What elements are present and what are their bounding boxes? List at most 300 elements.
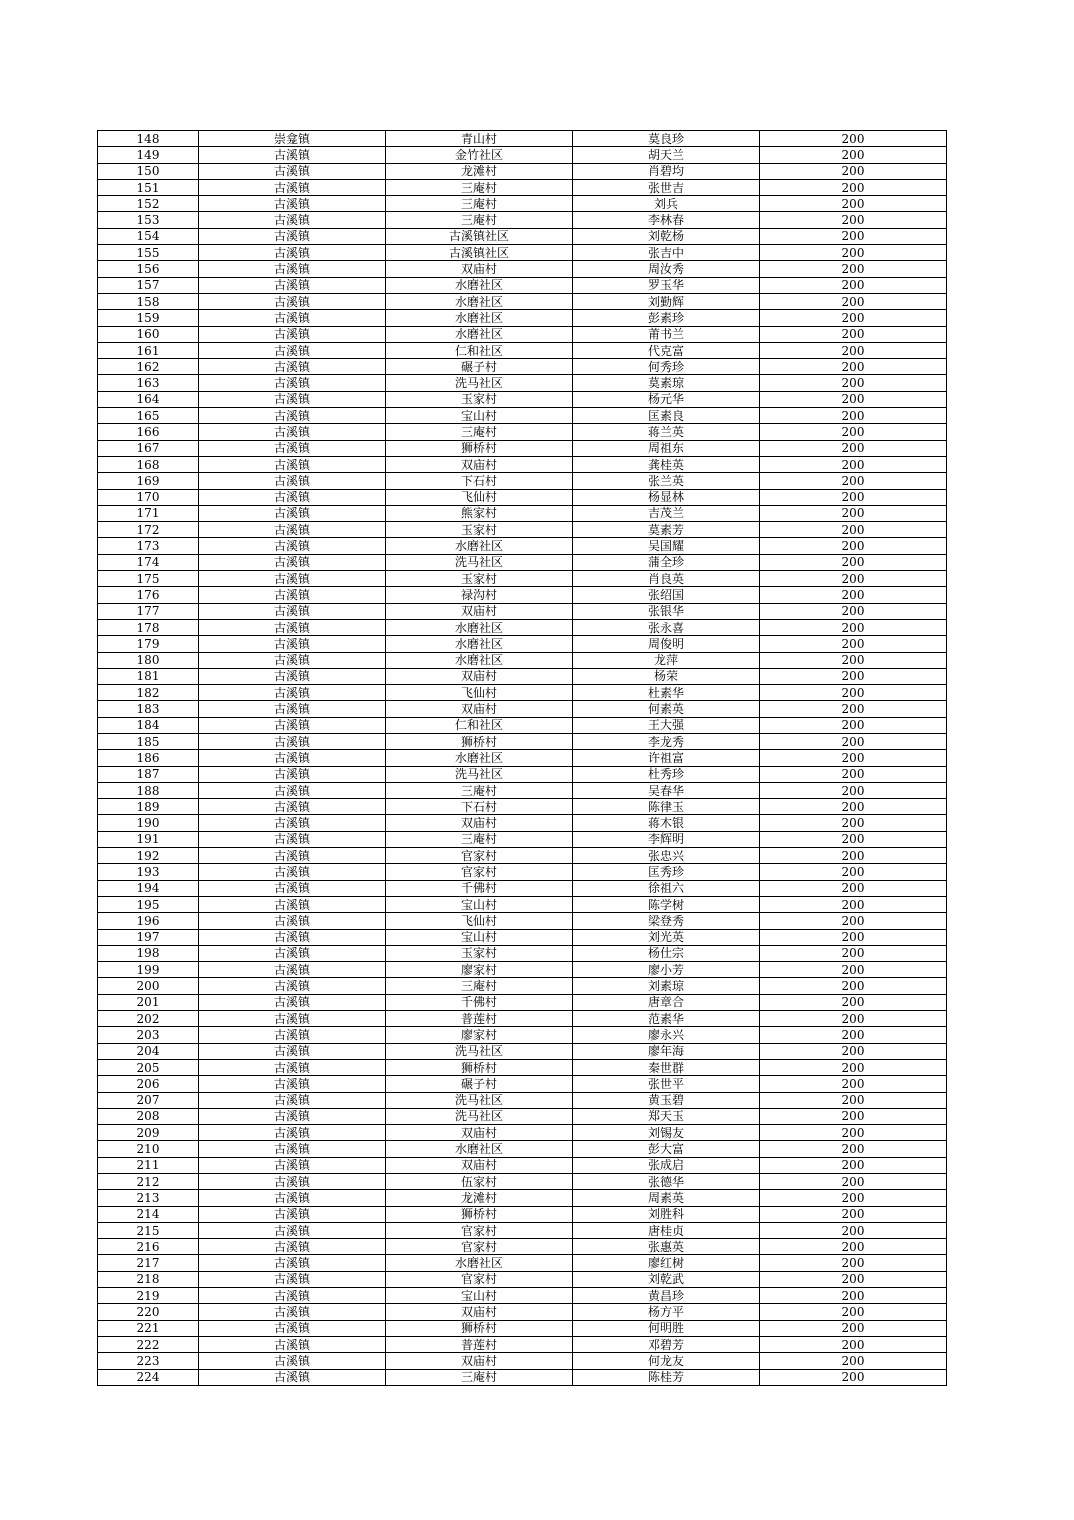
amount-cell: 200 (760, 1157, 947, 1173)
amount-cell: 200 (760, 913, 947, 929)
name-cell: 郑天玉 (573, 1108, 760, 1124)
name-cell: 杜素华 (573, 685, 760, 701)
town-cell: 古溪镇 (199, 505, 386, 521)
town-cell: 古溪镇 (199, 1304, 386, 1320)
town-cell: 古溪镇 (199, 782, 386, 798)
village-cell: 双庙村 (386, 1125, 573, 1141)
town-cell: 古溪镇 (199, 913, 386, 929)
name-cell: 许祖富 (573, 750, 760, 766)
row-number-cell: 170 (98, 489, 199, 505)
row-number-cell: 158 (98, 293, 199, 309)
table-row (98, 505, 947, 521)
town-cell: 古溪镇 (199, 179, 386, 195)
row-number-cell: 179 (98, 636, 199, 652)
name-cell: 唐桂贞 (573, 1222, 760, 1238)
name-cell: 匡素良 (573, 408, 760, 424)
village-cell: 洗马社区 (386, 1043, 573, 1059)
town-cell: 古溪镇 (199, 440, 386, 456)
village-cell: 三庵村 (386, 179, 573, 195)
name-cell: 吴春华 (573, 782, 760, 798)
village-cell: 官家村 (386, 848, 573, 864)
town-cell: 古溪镇 (199, 750, 386, 766)
village-cell: 三庵村 (386, 1369, 573, 1385)
village-cell: 水磨社区 (386, 277, 573, 293)
amount-cell: 200 (760, 147, 947, 163)
table-row (98, 1011, 947, 1027)
row-number-cell: 188 (98, 782, 199, 798)
table-row (98, 538, 947, 554)
amount-cell: 200 (760, 1222, 947, 1238)
town-cell: 古溪镇 (199, 896, 386, 912)
town-cell: 古溪镇 (199, 342, 386, 358)
name-cell: 杨荣 (573, 668, 760, 684)
table-row (98, 1255, 947, 1271)
name-cell: 周汝秀 (573, 261, 760, 277)
row-number-cell: 205 (98, 1059, 199, 1075)
table-row (98, 978, 947, 994)
village-cell: 飞仙村 (386, 913, 573, 929)
row-number-cell: 214 (98, 1206, 199, 1222)
subsidy-table (97, 130, 947, 1386)
row-number-cell: 202 (98, 1011, 199, 1027)
table-row (98, 1027, 947, 1043)
row-number-cell: 175 (98, 571, 199, 587)
name-cell: 张兰英 (573, 473, 760, 489)
name-cell: 张吉中 (573, 245, 760, 261)
table-row (98, 1288, 947, 1304)
amount-cell: 200 (760, 163, 947, 179)
town-cell: 古溪镇 (199, 375, 386, 391)
town-cell: 古溪镇 (199, 473, 386, 489)
table-row (98, 815, 947, 831)
town-cell: 古溪镇 (199, 685, 386, 701)
table-row (98, 1043, 947, 1059)
row-number-cell: 221 (98, 1320, 199, 1336)
town-cell: 古溪镇 (199, 1369, 386, 1385)
village-cell: 下石村 (386, 799, 573, 815)
row-number-cell: 174 (98, 554, 199, 570)
row-number-cell: 163 (98, 375, 199, 391)
row-number-cell: 195 (98, 896, 199, 912)
village-cell: 官家村 (386, 1239, 573, 1255)
village-cell: 三庵村 (386, 212, 573, 228)
name-cell: 周素英 (573, 1190, 760, 1206)
village-cell: 双庙村 (386, 668, 573, 684)
village-cell: 狮桥村 (386, 733, 573, 749)
name-cell: 何秀珍 (573, 359, 760, 375)
town-cell: 古溪镇 (199, 962, 386, 978)
name-cell: 王大强 (573, 717, 760, 733)
table-row (98, 424, 947, 440)
table-row (98, 261, 947, 277)
table-row (98, 1190, 947, 1206)
village-cell: 水磨社区 (386, 1141, 573, 1157)
town-cell: 古溪镇 (199, 228, 386, 244)
table-row (98, 1157, 947, 1173)
name-cell: 廖永兴 (573, 1027, 760, 1043)
name-cell: 陈学树 (573, 896, 760, 912)
town-cell: 古溪镇 (199, 147, 386, 163)
village-cell: 三庵村 (386, 831, 573, 847)
table-row (98, 245, 947, 261)
town-cell: 古溪镇 (199, 1336, 386, 1352)
table-row (98, 994, 947, 1010)
name-cell: 蒋木银 (573, 815, 760, 831)
amount-cell: 200 (760, 782, 947, 798)
row-number-cell: 215 (98, 1222, 199, 1238)
table-row (98, 962, 947, 978)
name-cell: 黄昌珍 (573, 1288, 760, 1304)
village-cell: 水磨社区 (386, 750, 573, 766)
town-cell: 古溪镇 (199, 1011, 386, 1027)
town-cell: 古溪镇 (199, 766, 386, 782)
name-cell: 龙萍 (573, 652, 760, 668)
table-row (98, 179, 947, 195)
amount-cell: 200 (760, 701, 947, 717)
name-cell: 梁登秀 (573, 913, 760, 929)
row-number-cell: 220 (98, 1304, 199, 1320)
town-cell: 古溪镇 (199, 799, 386, 815)
row-number-cell: 206 (98, 1076, 199, 1092)
village-cell: 水磨社区 (386, 538, 573, 554)
table-row (98, 896, 947, 912)
village-cell: 狮桥村 (386, 1059, 573, 1075)
amount-cell: 200 (760, 571, 947, 587)
amount-cell: 200 (760, 538, 947, 554)
amount-cell: 200 (760, 978, 947, 994)
row-number-cell: 166 (98, 424, 199, 440)
row-number-cell: 212 (98, 1174, 199, 1190)
row-number-cell: 167 (98, 440, 199, 456)
town-cell: 古溪镇 (199, 1125, 386, 1141)
amount-cell: 200 (760, 1011, 947, 1027)
village-cell: 古溪镇社区 (386, 245, 573, 261)
village-cell: 水磨社区 (386, 619, 573, 635)
name-cell: 彭素珍 (573, 310, 760, 326)
row-number-cell: 180 (98, 652, 199, 668)
town-cell: 古溪镇 (199, 1353, 386, 1369)
village-cell: 水磨社区 (386, 293, 573, 309)
table-row (98, 1125, 947, 1141)
amount-cell: 200 (760, 962, 947, 978)
table-row (98, 342, 947, 358)
table-row (98, 277, 947, 293)
village-cell: 洗马社区 (386, 1092, 573, 1108)
table-row (98, 1222, 947, 1238)
table-row (98, 522, 947, 538)
name-cell: 何素英 (573, 701, 760, 717)
village-cell: 狮桥村 (386, 440, 573, 456)
row-number-cell: 222 (98, 1336, 199, 1352)
row-number-cell: 185 (98, 733, 199, 749)
village-cell: 狮桥村 (386, 1320, 573, 1336)
name-cell: 胡天兰 (573, 147, 760, 163)
village-cell: 普莲村 (386, 1336, 573, 1352)
town-cell: 古溪镇 (199, 848, 386, 864)
amount-cell: 200 (760, 277, 947, 293)
row-number-cell: 154 (98, 228, 199, 244)
amount-cell: 200 (760, 1076, 947, 1092)
row-number-cell: 199 (98, 962, 199, 978)
town-cell: 古溪镇 (199, 489, 386, 505)
village-cell: 古溪镇社区 (386, 228, 573, 244)
amount-cell: 200 (760, 408, 947, 424)
amount-cell: 200 (760, 848, 947, 864)
row-number-cell: 208 (98, 1108, 199, 1124)
table-row (98, 228, 947, 244)
name-cell: 肖碧均 (573, 163, 760, 179)
village-cell: 千佛村 (386, 880, 573, 896)
row-number-cell: 150 (98, 163, 199, 179)
row-number-cell: 213 (98, 1190, 199, 1206)
table-row (98, 391, 947, 407)
amount-cell: 200 (760, 342, 947, 358)
village-cell: 双庙村 (386, 261, 573, 277)
village-cell: 玉家村 (386, 391, 573, 407)
name-cell: 何龙友 (573, 1353, 760, 1369)
table-row (98, 913, 947, 929)
name-cell: 匡秀珍 (573, 864, 760, 880)
amount-cell: 200 (760, 587, 947, 603)
town-cell: 古溪镇 (199, 1206, 386, 1222)
name-cell: 秦世群 (573, 1059, 760, 1075)
row-number-cell: 173 (98, 538, 199, 554)
village-cell: 双庙村 (386, 1353, 573, 1369)
amount-cell: 200 (760, 1108, 947, 1124)
amount-cell: 200 (760, 424, 947, 440)
name-cell: 陈律玉 (573, 799, 760, 815)
town-cell: 古溪镇 (199, 733, 386, 749)
name-cell: 龚桂英 (573, 456, 760, 472)
name-cell: 彭大富 (573, 1141, 760, 1157)
village-cell: 熊家村 (386, 505, 573, 521)
village-cell: 玉家村 (386, 571, 573, 587)
name-cell: 刘素琼 (573, 978, 760, 994)
name-cell: 黄玉碧 (573, 1092, 760, 1108)
table-row (98, 408, 947, 424)
table-row (98, 603, 947, 619)
amount-cell: 200 (760, 1271, 947, 1287)
row-number-cell: 197 (98, 929, 199, 945)
town-cell: 古溪镇 (199, 1059, 386, 1075)
village-cell: 仁和社区 (386, 717, 573, 733)
amount-cell: 200 (760, 929, 947, 945)
town-cell: 古溪镇 (199, 1108, 386, 1124)
table-row (98, 440, 947, 456)
amount-cell: 200 (760, 554, 947, 570)
name-cell: 李龙秀 (573, 733, 760, 749)
table-row (98, 554, 947, 570)
name-cell: 唐章合 (573, 994, 760, 1010)
village-cell: 宝山村 (386, 1288, 573, 1304)
amount-cell: 200 (760, 179, 947, 195)
amount-cell: 200 (760, 619, 947, 635)
amount-cell: 200 (760, 391, 947, 407)
row-number-cell: 177 (98, 603, 199, 619)
row-number-cell: 162 (98, 359, 199, 375)
row-number-cell: 152 (98, 196, 199, 212)
town-cell: 古溪镇 (199, 1027, 386, 1043)
name-cell: 莫素琼 (573, 375, 760, 391)
row-number-cell: 210 (98, 1141, 199, 1157)
village-cell: 洗马社区 (386, 766, 573, 782)
town-cell: 古溪镇 (199, 196, 386, 212)
row-number-cell: 209 (98, 1125, 199, 1141)
town-cell: 古溪镇 (199, 1255, 386, 1271)
village-cell: 水磨社区 (386, 326, 573, 342)
table-row (98, 1174, 947, 1190)
town-cell: 古溪镇 (199, 619, 386, 635)
village-cell: 双庙村 (386, 815, 573, 831)
amount-cell: 200 (760, 196, 947, 212)
amount-cell: 200 (760, 1239, 947, 1255)
table-row (98, 717, 947, 733)
name-cell: 杨方平 (573, 1304, 760, 1320)
row-number-cell: 219 (98, 1288, 199, 1304)
village-cell: 水磨社区 (386, 1255, 573, 1271)
table-row (98, 1353, 947, 1369)
amount-cell: 200 (760, 261, 947, 277)
table-row (98, 571, 947, 587)
village-cell: 洗马社区 (386, 375, 573, 391)
town-cell: 古溪镇 (199, 277, 386, 293)
town-cell: 古溪镇 (199, 1043, 386, 1059)
table-row (98, 1336, 947, 1352)
row-number-cell: 186 (98, 750, 199, 766)
row-number-cell: 148 (98, 131, 199, 147)
amount-cell: 200 (760, 1027, 947, 1043)
table-row (98, 1239, 947, 1255)
town-cell: 古溪镇 (199, 668, 386, 684)
table-row (98, 864, 947, 880)
row-number-cell: 183 (98, 701, 199, 717)
table-row (98, 685, 947, 701)
row-number-cell: 207 (98, 1092, 199, 1108)
town-cell: 古溪镇 (199, 831, 386, 847)
town-cell: 古溪镇 (199, 408, 386, 424)
row-number-cell: 149 (98, 147, 199, 163)
row-number-cell: 169 (98, 473, 199, 489)
amount-cell: 200 (760, 1141, 947, 1157)
row-number-cell: 178 (98, 619, 199, 635)
amount-cell: 200 (760, 766, 947, 782)
name-cell: 杨显林 (573, 489, 760, 505)
row-number-cell: 189 (98, 799, 199, 815)
town-cell: 古溪镇 (199, 1222, 386, 1238)
name-cell: 张世吉 (573, 179, 760, 195)
table-row (98, 1076, 947, 1092)
town-cell: 古溪镇 (199, 1190, 386, 1206)
row-number-cell: 168 (98, 456, 199, 472)
village-cell: 水磨社区 (386, 636, 573, 652)
row-number-cell: 224 (98, 1369, 199, 1385)
row-number-cell: 161 (98, 342, 199, 358)
amount-cell: 200 (760, 945, 947, 961)
row-number-cell: 203 (98, 1027, 199, 1043)
town-cell: 古溪镇 (199, 391, 386, 407)
table-row (98, 293, 947, 309)
table-row (98, 652, 947, 668)
amount-cell: 200 (760, 245, 947, 261)
name-cell: 廖红树 (573, 1255, 760, 1271)
village-cell: 双庙村 (386, 603, 573, 619)
amount-cell: 200 (760, 1043, 947, 1059)
name-cell: 张德华 (573, 1174, 760, 1190)
amount-cell: 200 (760, 212, 947, 228)
row-number-cell: 181 (98, 668, 199, 684)
table-row (98, 196, 947, 212)
amount-cell: 200 (760, 1288, 947, 1304)
amount-cell: 200 (760, 456, 947, 472)
town-cell: 古溪镇 (199, 212, 386, 228)
name-cell: 范素华 (573, 1011, 760, 1027)
town-cell: 古溪镇 (199, 245, 386, 261)
table-body (98, 131, 947, 1386)
amount-cell: 200 (760, 733, 947, 749)
amount-cell: 200 (760, 1353, 947, 1369)
name-cell: 刘勤辉 (573, 293, 760, 309)
table-row (98, 375, 947, 391)
row-number-cell: 187 (98, 766, 199, 782)
amount-cell: 200 (760, 668, 947, 684)
name-cell: 吉茂兰 (573, 505, 760, 521)
row-number-cell: 160 (98, 326, 199, 342)
row-number-cell: 200 (98, 978, 199, 994)
amount-cell: 200 (760, 717, 947, 733)
name-cell: 刘锡友 (573, 1125, 760, 1141)
row-number-cell: 190 (98, 815, 199, 831)
name-cell: 刘乾武 (573, 1271, 760, 1287)
table-row (98, 945, 947, 961)
village-cell: 金竹社区 (386, 147, 573, 163)
town-cell: 古溪镇 (199, 636, 386, 652)
amount-cell: 200 (760, 1320, 947, 1336)
table-row (98, 636, 947, 652)
name-cell: 杨元华 (573, 391, 760, 407)
village-cell: 双庙村 (386, 1304, 573, 1320)
row-number-cell: 198 (98, 945, 199, 961)
village-cell: 飞仙村 (386, 685, 573, 701)
row-number-cell: 176 (98, 587, 199, 603)
row-number-cell: 216 (98, 1239, 199, 1255)
village-cell: 双庙村 (386, 701, 573, 717)
table-row (98, 310, 947, 326)
row-number-cell: 171 (98, 505, 199, 521)
table-row (98, 1271, 947, 1287)
row-number-cell: 184 (98, 717, 199, 733)
village-cell: 双庙村 (386, 1157, 573, 1173)
row-number-cell: 194 (98, 880, 199, 896)
table-row (98, 489, 947, 505)
name-cell: 罗玉华 (573, 277, 760, 293)
amount-cell: 200 (760, 750, 947, 766)
name-cell: 徐祖六 (573, 880, 760, 896)
village-cell: 宝山村 (386, 929, 573, 945)
village-cell: 玉家村 (386, 522, 573, 538)
table-row (98, 1059, 947, 1075)
town-cell: 古溪镇 (199, 1092, 386, 1108)
name-cell: 张成启 (573, 1157, 760, 1173)
town-cell: 古溪镇 (199, 293, 386, 309)
row-number-cell: 193 (98, 864, 199, 880)
town-cell: 古溪镇 (199, 538, 386, 554)
village-cell: 廖家村 (386, 1027, 573, 1043)
town-cell: 古溪镇 (199, 261, 386, 277)
village-cell: 普莲村 (386, 1011, 573, 1027)
amount-cell: 200 (760, 505, 947, 521)
town-cell: 古溪镇 (199, 701, 386, 717)
table-row (98, 1092, 947, 1108)
